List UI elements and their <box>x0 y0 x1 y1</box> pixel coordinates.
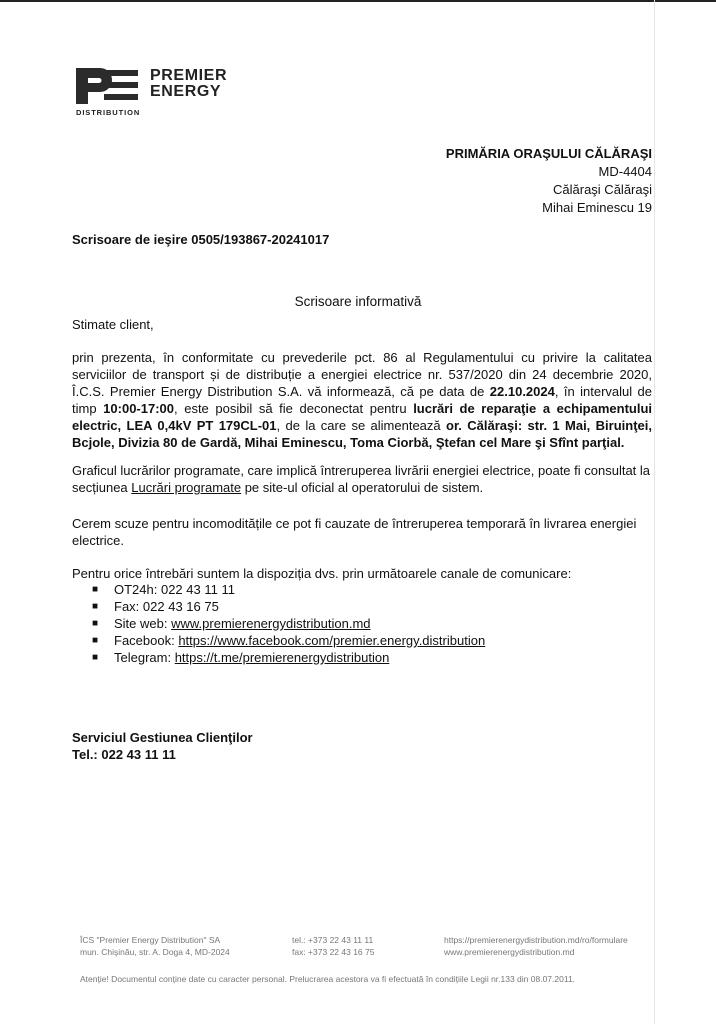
website-link[interactable]: www.premierenergydistribution.md <box>171 616 371 631</box>
notice-paragraph <box>72 349 652 451</box>
letter-subject: Scrisoare informativă <box>294 294 422 309</box>
contact-item-phone <box>92 581 485 598</box>
bullet-icon: ■ <box>92 618 99 629</box>
contact-intro: Pentru orice întrebări suntem la dispoziția dvs. prin următoarele canale de comunicare: <box>72 566 572 581</box>
contact-item-web <box>92 615 485 632</box>
footer-phones <box>292 934 374 958</box>
contact-label: Facebook: <box>114 633 179 648</box>
schedule-text: Graficul lucrărilor programate, care implică întreruperea livrării energiei electrice, poate fi consultat la secțiunea <box>72 463 651 495</box>
recipient-name: PRIMĂRIA ORAŞULUI CĂLĂRAŞI <box>445 146 652 161</box>
affected-area: or. Călăraşi: str. 1 Mai, Biruinţei, Bcjole, Divizia 80 de Gardă, Mihai Eminescu, Toma Ciorbă, Ştefan cel Mare şi Sfînt parţial. <box>72 418 652 450</box>
logo-brand-text <box>150 68 227 100</box>
company-logo <box>74 66 274 118</box>
footer-company-name: ÎCS "Premier Energy Distribution" SA <box>80 935 221 945</box>
recipient-block <box>446 145 652 217</box>
bullet-icon: ■ <box>92 584 99 595</box>
apology-paragraph: Cerem scuze pentru incomoditățile ce pot fi cauzate de întreruperea temporară în livrarea energiei electrice. <box>72 516 637 548</box>
notice-text: , de la care se alimentează <box>276 418 446 433</box>
contact-label: Fax: <box>114 599 143 614</box>
contact-label: OT24h: <box>114 582 161 597</box>
footer-fax: fax: +373 22 43 16 75 <box>292 947 375 957</box>
contact-label: Telegram: <box>114 650 175 665</box>
footer-forms-link[interactable]: https://premierenergydistribution.md/ro/formulare <box>444 935 628 945</box>
bullet-icon: ■ <box>92 635 99 646</box>
scan-edge-line <box>654 0 655 1024</box>
contact-phone-value: 022 43 11 11 <box>160 582 235 597</box>
footer-privacy-note: Atenție! Documentul conține date cu caracter personal. Prelucrarea acestora va fi efectuată în condițiile Legii nr.133 din 08.07.2011. <box>80 974 576 984</box>
contact-item-telegram <box>92 649 485 666</box>
planned-works-link[interactable]: Lucrări programate <box>131 480 242 495</box>
signature-phone: Tel.: 022 43 11 11 <box>72 747 176 762</box>
signature-department: Serviciul Gestiunea Clienţilor <box>72 730 253 745</box>
bullet-icon: ■ <box>92 652 99 663</box>
contact-list <box>92 581 485 666</box>
logo-brand-line1: PREMIER <box>150 67 228 84</box>
logo-brand-line2: ENERGY <box>150 83 222 100</box>
footer-site-link[interactable]: www.premierenergydistribution.md <box>444 947 575 957</box>
top-border <box>0 0 716 2</box>
footer-links <box>444 934 628 958</box>
bullet-icon: ■ <box>92 601 99 612</box>
contact-item-facebook <box>92 632 485 649</box>
footer-address: mun. Chişinău, str. A. Doga 4, MD-2024 <box>80 947 230 957</box>
signature-block <box>72 729 253 763</box>
recipient-city: Călăraşi Călăraşi <box>553 182 652 197</box>
recipient-postal: MD-4404 <box>598 164 652 179</box>
work-description: lucrări de reparaţie a echipamentului electric, LEA 0,4kV PT 179CL-01 <box>72 401 653 433</box>
telegram-link[interactable]: https://t.me/premierenergydistribution <box>174 650 390 665</box>
footer-tel: tel.: +373 22 43 11 11 <box>292 935 374 945</box>
contact-item-fax <box>92 598 485 615</box>
facebook-link[interactable]: https://www.facebook.com/premier.energy.distribution <box>178 633 486 648</box>
schedule-paragraph <box>72 462 652 496</box>
outage-date: 22.10.2024 <box>489 384 555 399</box>
notice-text: , este posibil să fie deconectat pentru <box>174 401 414 416</box>
premier-energy-pe-mark-icon <box>74 66 144 106</box>
letter-reference: Scrisoare de ieşire 0505/193867-20241017 <box>72 232 330 247</box>
notice-text: prin prezenta, în conformitate cu prevederile pct. 86 al Regulamentului cu privire la calitatea serviciilor de transport și de distribuție a energiei electrice nr. 537/2020 din 24 decembrie 2020, Î.C.S. Premier Energy Distribution S.A. vă informează, că pe data de <box>72 350 652 399</box>
logo-subtitle: DISTRIBUTION <box>76 108 141 117</box>
footer-company <box>80 934 230 958</box>
notice-text: , în intervalul de timp <box>72 384 652 416</box>
contact-label: Site web: <box>114 616 172 631</box>
schedule-text: pe site-ul oficial al operatorului de sistem. <box>241 480 484 495</box>
outage-time: 10:00-17:00 <box>103 401 174 416</box>
contact-fax-value: 022 43 16 75 <box>142 599 219 614</box>
greeting: Stimate client, <box>72 317 154 332</box>
recipient-street: Mihai Eminescu 19 <box>542 200 652 215</box>
